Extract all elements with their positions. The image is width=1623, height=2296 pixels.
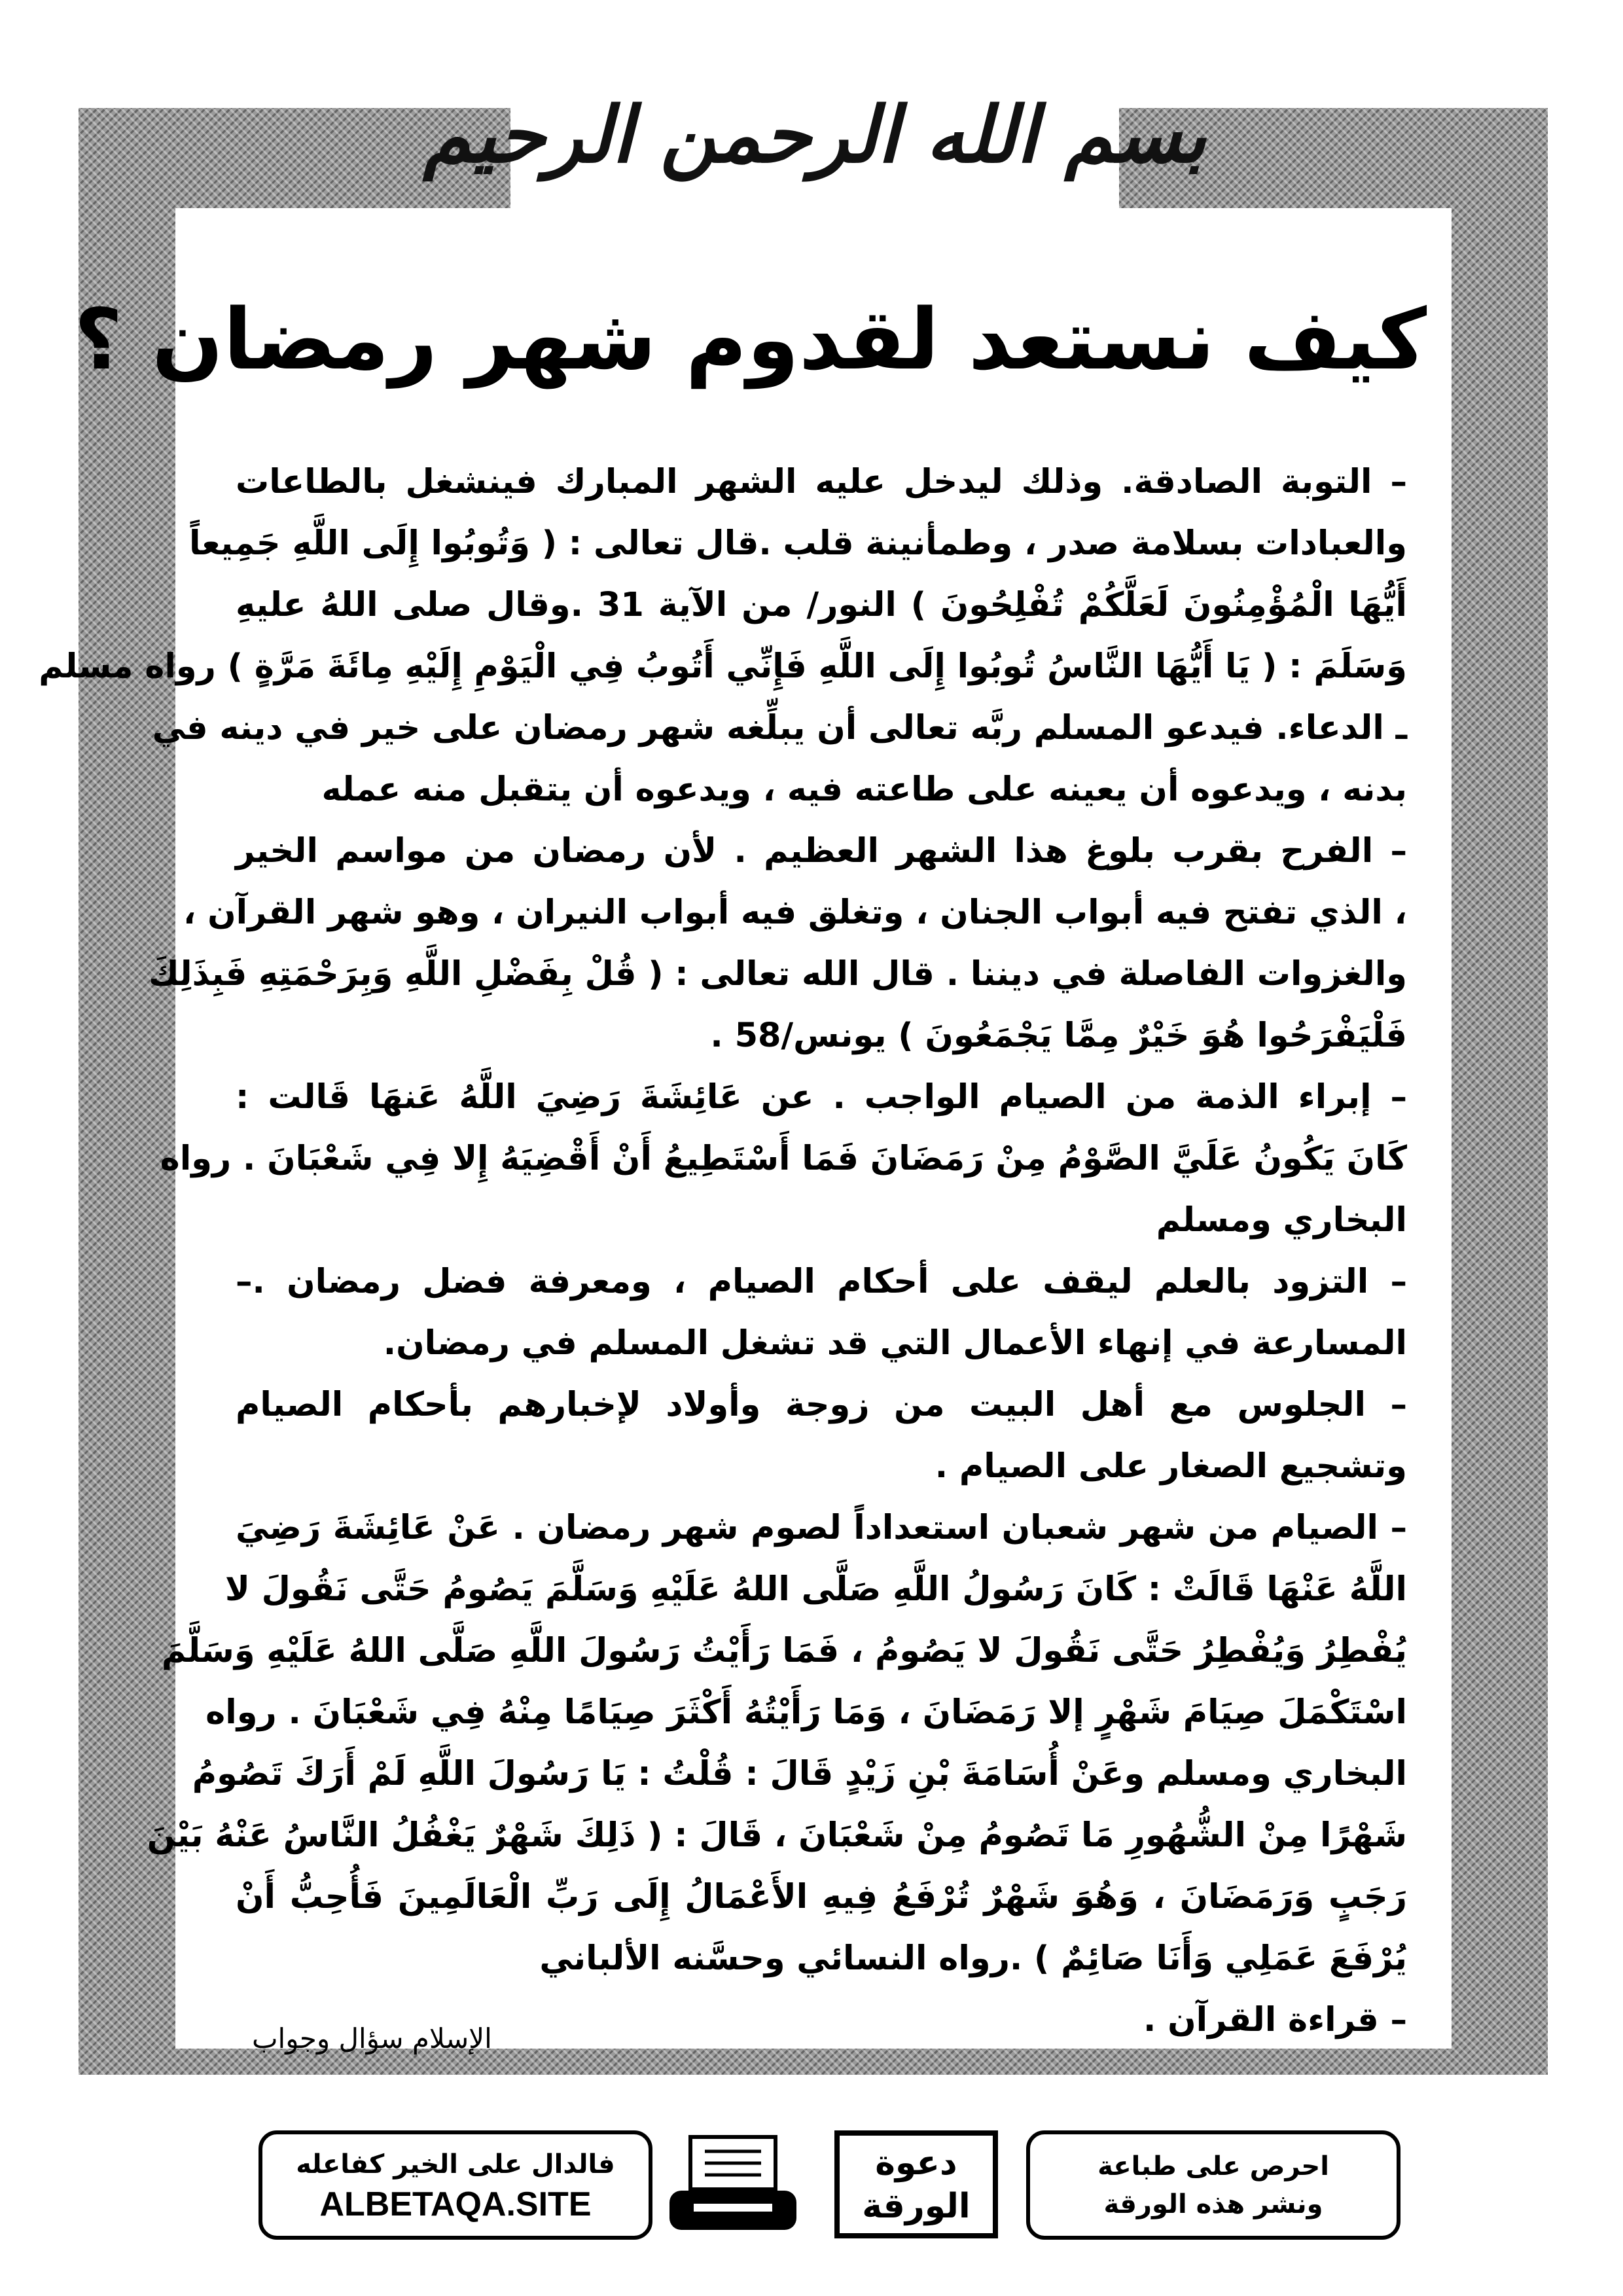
- page-title: كيف نستعد لقدوم شهر رمضان ؟: [74, 291, 1427, 389]
- body-line: يُرْفَعَ عَمَلِي وَأَنَا صَائِمٌ ) .رواه النسائي وحسَّنه الألباني: [539, 1939, 1407, 1978]
- body-line: ، الذي تفتح فيه أبواب الجنان ، وتغلق فيه أبواب النيران ، وهو شهر القرآن ،: [183, 893, 1407, 932]
- body-line: والغزوات الفاصلة في ديننا . قال الله تعالى : ( قُلْ بِفَضْلِ اللَّهِ وَبِرَحْمَتِهِ فَبِذَلِكَ: [148, 955, 1407, 994]
- body-line: وتشجيع الصغار على الصيام .: [935, 1447, 1407, 1486]
- footer-print-line1: احرص على طباعة: [1097, 2151, 1329, 2181]
- body-line: والعبادات بسلامة صدر ، وطمأنينة قلب .قال تعالى : ( وَتُوبُوا إِلَى اللَّهِ جَمِيعاً: [188, 524, 1407, 563]
- footer-site-link[interactable]: ALBETAQA.SITE: [319, 2185, 592, 2223]
- body-line: أَيُّهَا الْمُؤْمِنُونَ لَعَلَّكُمْ تُفْلِحُونَ ) النور/ من الآية 31 .وقال صلى اللهُ عليهِ: [236, 586, 1408, 624]
- body-line: – الفرح بقرب بلوغ هذا الشهر العظيم . لأن رمضان من مواسم الخير: [236, 832, 1407, 870]
- article-body: [39, 452, 1408, 2051]
- logo-line1: دعوة: [875, 2143, 957, 2183]
- body-line: اللَّهُ عَنْهَا قَالَتْ : كَانَ رَسُولُ اللَّهِ صَلَّى اللهُ عَلَيْهِ وَسَلَّمَ يَصُومُ حَتَّى نَقُولَ لا: [224, 1570, 1407, 1609]
- body-line: المسارعة في إنهاء الأعمال التي قد تشغل المسلم في رمضان.: [383, 1324, 1407, 1363]
- body-line: وَسَلَمَ : ( يَا أَيُّهَا النَّاسُ تُوبُوا إِلَى اللَّهِ فَإِنِّي أَتُوبُ فِي الْيَوْمِ إِلَيْهِ مِائَةَ مَرَّةٍ ) رواه مسلم: [39, 647, 1407, 686]
- basmala-text: بسم الله الرحمن الرحيم: [423, 88, 1207, 180]
- footer-left-box: [259, 2130, 652, 2240]
- body-line: البخاري ومسلم: [1156, 1201, 1407, 1240]
- body-line: – إبراء الذمة من الصيام الواجب . عن عَائِشَةَ رَضِيَ اللَّهُ عَنهَا قَالت :: [236, 1078, 1407, 1117]
- footer-bar: [259, 2130, 1400, 2238]
- body-line: – الصيام من شهر شعبان استعداداً لصوم شهر رمضان . عَنْ عَائِشَةَ رَضِيَ: [236, 1509, 1407, 1547]
- footer-slogan: فالدال على الخير كفاعله: [296, 2149, 615, 2179]
- dawa-logo: [834, 2130, 998, 2238]
- body-line: – التزود بالعلم ليقف على أحكام الصيام ، ومعرفة فضل رمضان .–: [236, 1263, 1407, 1301]
- body-line: يُفْطِرُ وَيُفْطِرُ حَتَّى نَقُولَ لا يَصُومُ ، فَمَا رَأَيْتُ رَسُولَ اللَّهِ صَلَّى اللهُ عَلَيْهِ وَسَلَّمَ: [161, 1632, 1407, 1670]
- body-line: شَهْرًا مِنْ الشُّهُورِ مَا تَصُومُ مِنْ شَعْبَانَ ، قَالَ : ( ذَلِكَ شَهْرٌ يَغْفُلُ النَّاسُ عَنْهُ بَيْنَ: [147, 1816, 1407, 1855]
- body-line: – قراءة القرآن .: [1143, 2001, 1407, 2039]
- printer-icon: [664, 2130, 802, 2238]
- body-line: اسْتَكْمَلَ صِيَامَ شَهْرٍ إلا رَمَضَانَ ، وَمَا رَأَيْتُهُ أَكْثَرَ صِيَامًا مِنْهُ فِي شَعْبَانَ . رواه: [205, 1693, 1407, 1732]
- body-line: البخاري ومسلم وعَنْ أُسَامَةَ بْنِ زَيْدٍ قَالَ : قُلْتُ : يَا رَسُولَ اللَّهِ لَمْ أَرَكَ تَصُومُ: [192, 1755, 1407, 1793]
- source-credit: الإسلام سؤال وجواب: [252, 2022, 492, 2054]
- body-line: كَانَ يَكُونُ عَلَيَّ الصَّوْمُ مِنْ رَمَضَانَ فَمَا أَسْتَطِيعُ أَنْ أَقْضِيَهُ إِلا فِي شَعْبَانَ . رواه: [160, 1139, 1407, 1178]
- footer-print-line2: ونشر هذه الورقة: [1103, 2189, 1323, 2219]
- body-line: بدنه ، ويدعوه أن يعينه على طاعته فيه ، ويدعوه أن يتقبل منه عمله: [321, 770, 1407, 809]
- body-line: – التوبة الصادقة. وذلك ليدخل عليه الشهر المبارك فينشغل بالطاعات: [236, 463, 1407, 501]
- body-line: ـ الدعاء. فيدعو المسلم ربَّه تعالى أن يبلِّغه شهر رمضان على خير في دينه في: [152, 709, 1407, 747]
- body-line: فَلْيَفْرَحُوا هُوَ خَيْرٌ مِمَّا يَجْمَعُونَ ) يونس/58 .: [710, 1016, 1407, 1055]
- body-line: رَجَبٍ وَرَمَضَانَ ، وَهُوَ شَهْرٌ تُرْفَعُ فِيهِ الأَعْمَالُ إِلَى رَبِّ الْعَالَمِينَ فَأُحِبُّ أَنْ: [236, 1878, 1407, 1916]
- footer-right-box: [1026, 2130, 1400, 2240]
- logo-line2: الورقة: [862, 2186, 971, 2226]
- body-line: – الجلوس مع أهل البيت من زوجة وأولاد لإخبارهم بأحكام الصيام: [236, 1386, 1407, 1424]
- basmala-calligraphy: [423, 36, 1207, 232]
